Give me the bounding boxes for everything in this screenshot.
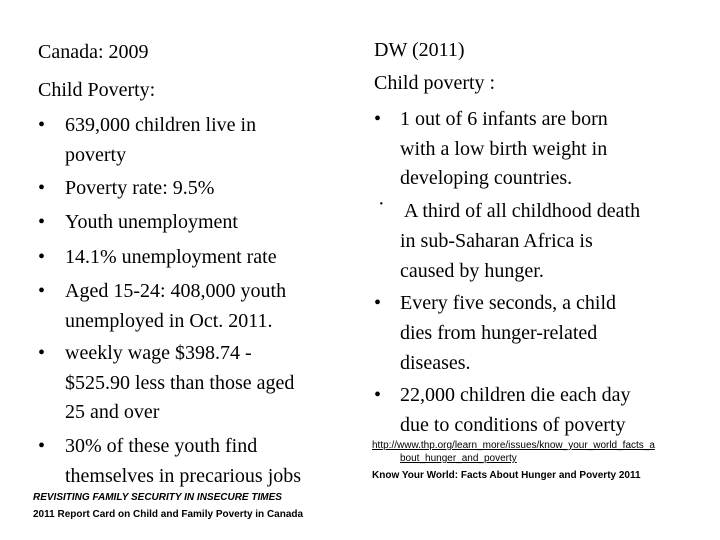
left-bullet-6-line-1: weekly wage $398.74 - bbox=[65, 342, 252, 364]
right-bullet-2-line-2: in sub-Saharan Africa is bbox=[400, 230, 593, 252]
source-link-line-1[interactable]: http://www.thp.org/learn_more/issues/know_your_world_facts_a bbox=[372, 440, 655, 451]
source-link-line-2[interactable]: bout_hunger_and_poverty bbox=[400, 453, 517, 464]
right-bullet-2-line-3: caused by hunger. bbox=[400, 260, 544, 282]
left-heading-country: Canada: 2009 bbox=[38, 41, 149, 63]
left-bullet-5-line-2: unemployed in Oct. 2011. bbox=[65, 310, 273, 332]
left-bullet-4-line-1: 14.1% unemployment rate bbox=[65, 246, 277, 268]
bullet-glyph: • bbox=[38, 435, 46, 457]
right-bullet-4-line-2: due to conditions of poverty bbox=[400, 414, 626, 436]
bullet-glyph: • bbox=[374, 292, 382, 314]
left-bullet-7-line-1: 30% of these youth find bbox=[65, 435, 258, 457]
left-bullet-3-line-1: Youth unemployment bbox=[65, 211, 238, 233]
right-bullet-1-line-3: developing countries. bbox=[400, 167, 573, 189]
bullet-glyph: • bbox=[38, 342, 46, 364]
right-heading-topic: Child poverty : bbox=[374, 72, 496, 94]
small-bullet-glyph: · bbox=[378, 193, 385, 215]
bullet-glyph: • bbox=[38, 246, 46, 268]
bullet-glyph: • bbox=[374, 384, 382, 406]
right-bullet-2-line-1: A third of all childhood death bbox=[404, 200, 641, 222]
right-bullet-1-line-2: with a low birth weight in bbox=[400, 138, 608, 160]
left-source-title: REVISITING FAMILY SECURITY IN INSECURE TIMES bbox=[33, 492, 282, 503]
right-bullet-3-line-1: Every five seconds, a child bbox=[400, 292, 617, 314]
bullet-glyph: • bbox=[38, 280, 46, 302]
left-source-subtitle: 2011 Report Card on Child and Family Poverty in Canada bbox=[33, 509, 304, 520]
left-heading-topic: Child Poverty: bbox=[38, 79, 156, 101]
bullet-glyph: • bbox=[374, 108, 382, 130]
bullet-glyph: • bbox=[38, 114, 46, 136]
right-bullet-3-line-3: diseases. bbox=[400, 352, 471, 374]
left-bullet-6-line-3: 25 and over bbox=[65, 401, 160, 423]
right-bullet-1-line-1: 1 out of 6 infants are born bbox=[400, 108, 608, 130]
right-bullet-3-line-2: dies from hunger-related bbox=[400, 322, 598, 344]
left-bullet-1-line-1: 639,000 children live in bbox=[65, 114, 257, 136]
left-bullet-1-line-2: poverty bbox=[65, 144, 127, 166]
left-bullet-6-line-2: $525.90 less than those aged bbox=[65, 372, 295, 394]
bullet-glyph: • bbox=[38, 211, 46, 233]
left-bullet-5-line-1: Aged 15-24: 408,000 youth bbox=[65, 280, 287, 302]
bullet-glyph: • bbox=[38, 177, 46, 199]
left-bullet-2-line-1: Poverty rate: 9.5% bbox=[65, 177, 215, 199]
right-bullet-4-line-1: 22,000 children die each day bbox=[400, 384, 631, 406]
right-source-title: Know Your World: Facts About Hunger and Poverty 2011 bbox=[372, 470, 641, 481]
left-bullet-7-line-2: themselves in precarious jobs bbox=[65, 465, 302, 487]
right-heading-source: DW (2011) bbox=[374, 39, 465, 61]
